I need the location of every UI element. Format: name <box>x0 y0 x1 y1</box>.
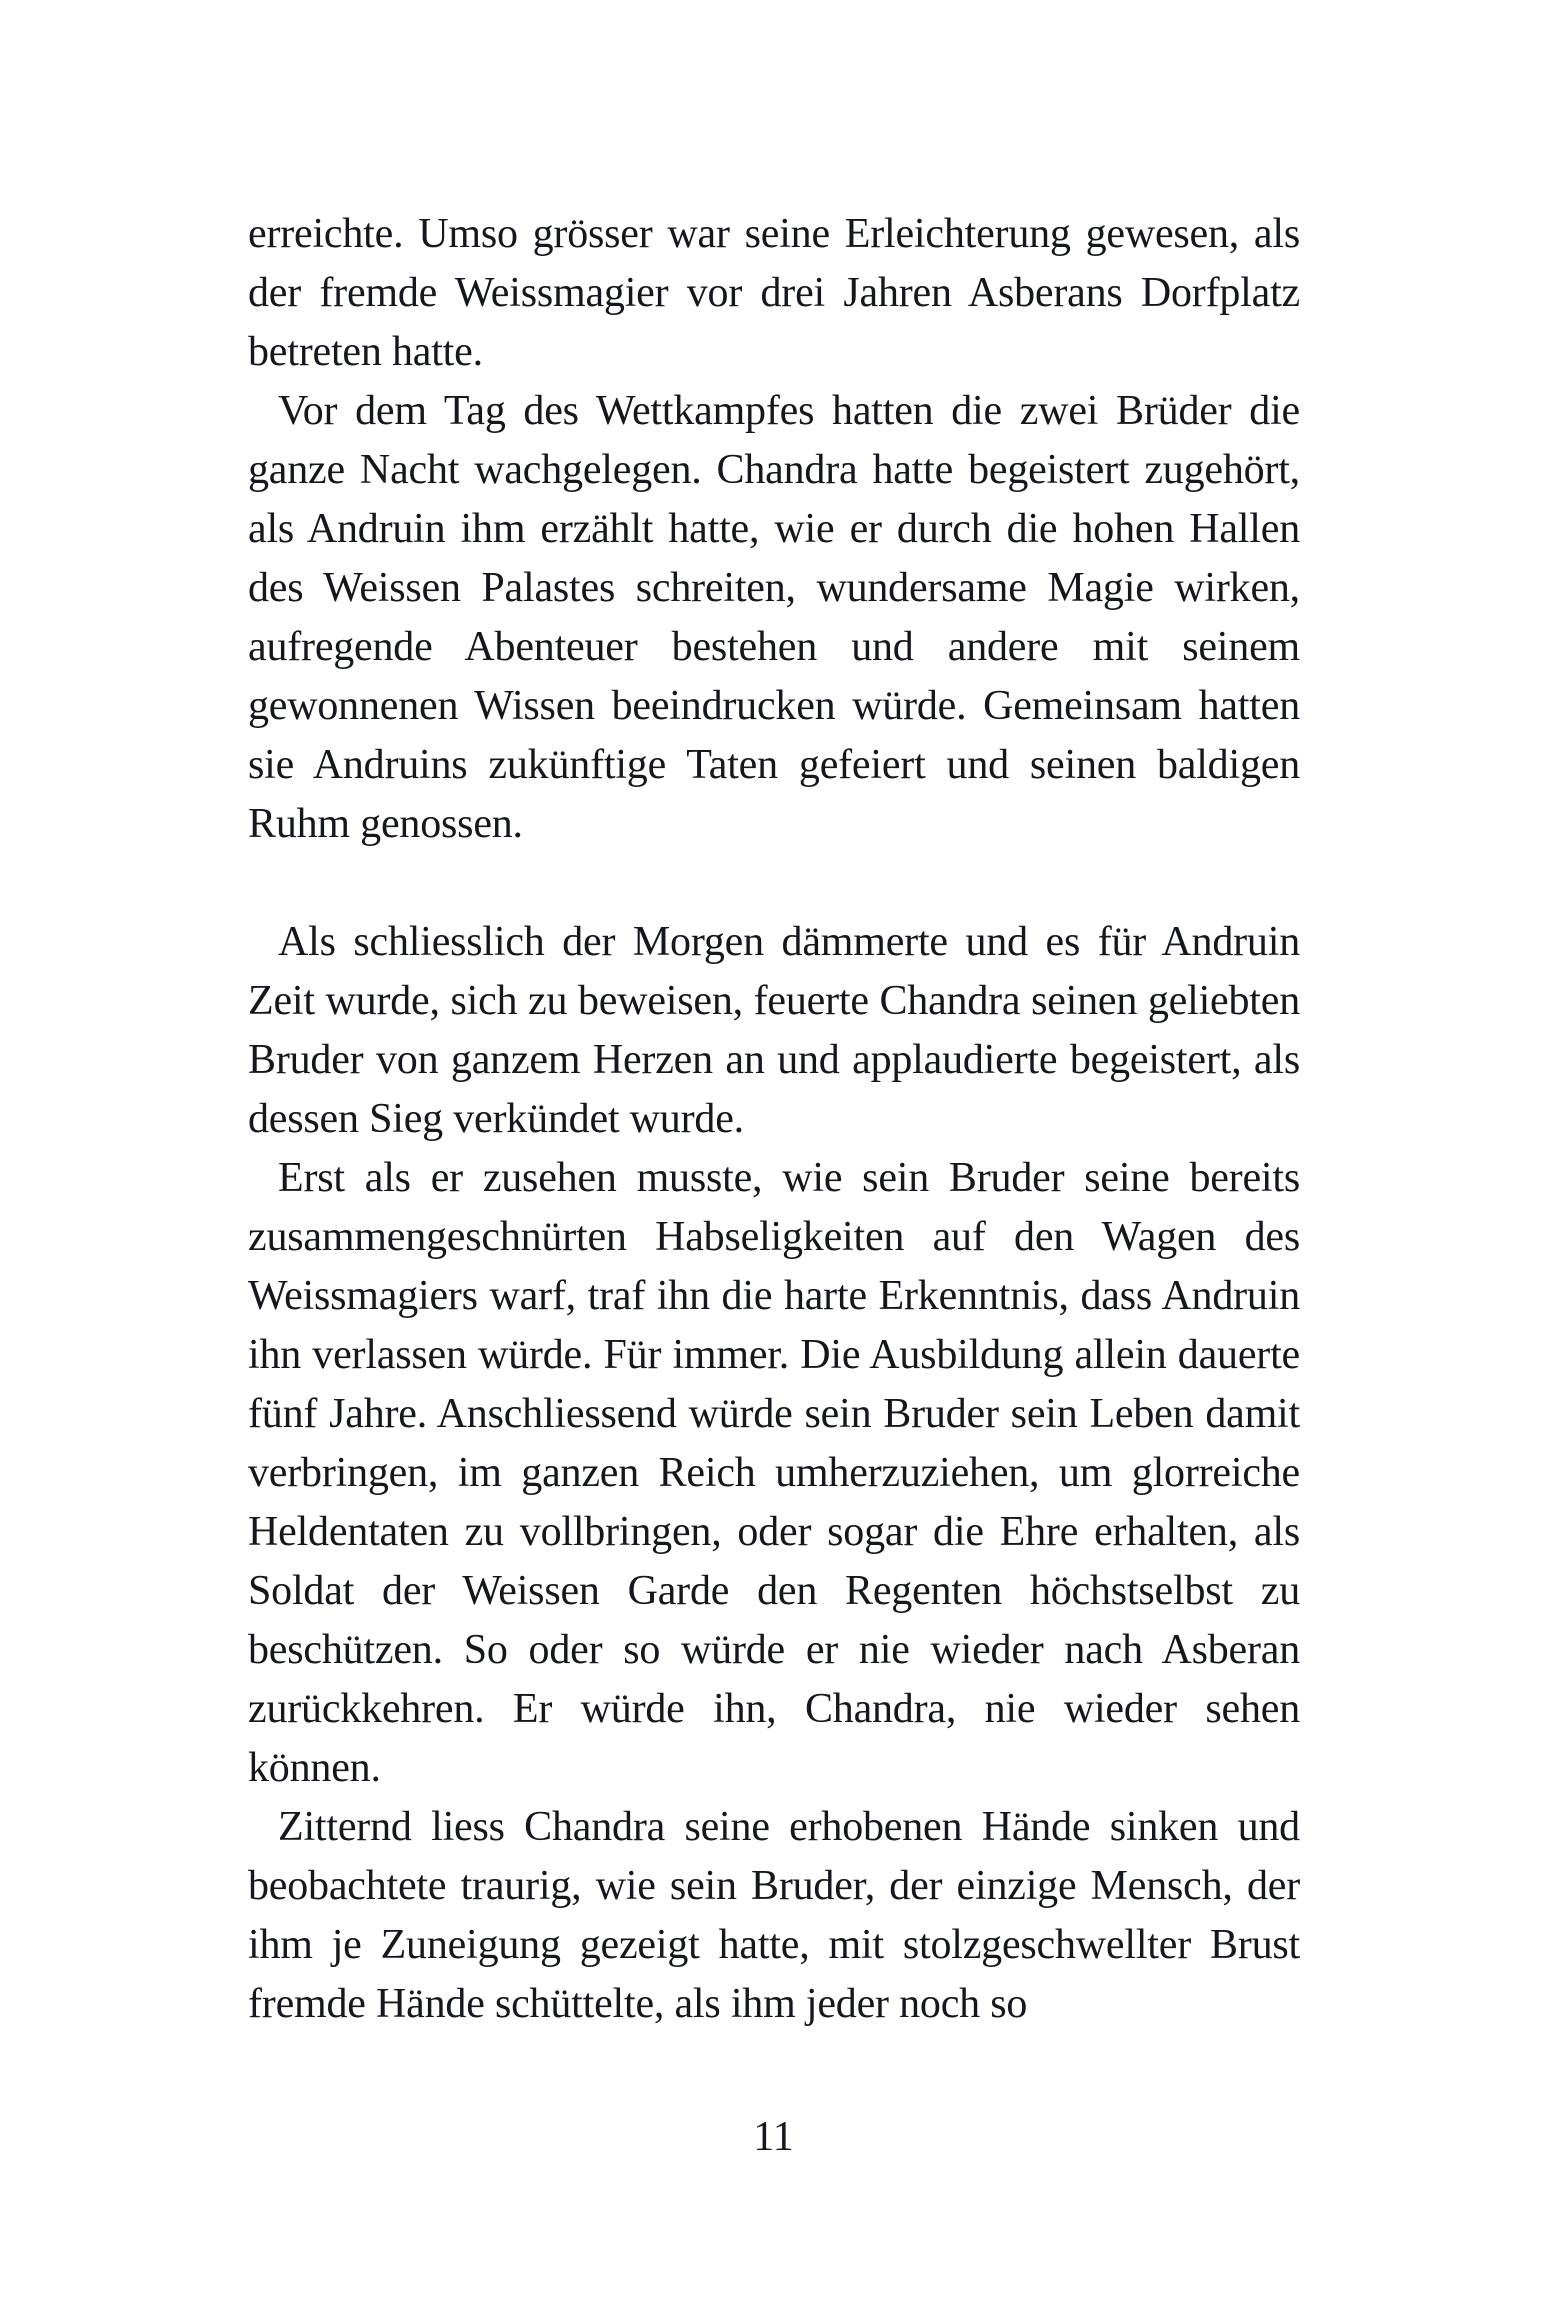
paragraph-continuation: erreichte. Umso grösser war seine Erleichterung gewesen, als der fremde Weissmagier vor drei Jahren Asberans Dorfplatz betreten hatte. <box>248 211 1300 375</box>
paragraph-farewell: Zitternd liess Chandra seine erhobenen Hände sinken und beobachtete traurig, wie sein Bruder, der einzige Mensch, der ihm je Zuneigung gezeigt hatte, mit stolzgeschwellter Brust fremde Hände schüttelte, als ihm jeder noch so <box>248 1804 1300 2027</box>
paragraph-realization: Erst als er zusehen musste, wie sein Bruder seine bereits zusammengeschnürten Habseligkeiten auf den Wagen des Weissmagiers warf, traf ihn die harte Erkenntnis, dass Andruin ihn verlassen würde. Für immer. Die Ausbildung allein dauerte fünf Jahre. Anschliessend würde sein Bruder sein Leben damit verbringen, im ganzen Reich umherzuziehen, um glorreiche Heldentaten zu vollbringen, oder sogar die Ehre erhalten, als Soldat der Weissen Garde den Regenten höchstselbst zu beschützen. So oder so würde er nie wieder nach Asberan zurückkehren. Er würde ihn, Chandra, nie wieder sehen können. <box>248 1155 1300 1791</box>
paragraph-morning-contest: Als schliesslich der Morgen dämmerte und es für Andruin Zeit wurde, sich zu beweisen, feuerte Chandra seinen geliebten Bruder von ganzem Herzen an und applaudierte begeistert, als dessen Sieg verkündet wurde. <box>248 919 1300 1142</box>
paragraph-night-before: Vor dem Tag des Wettkampfes hatten die zwei Brüder die ganze Nacht wachgelegen. Chandra hatte begeistert zugehört, als Andruin ihm erzählt hatte, wie er durch die hohen Hallen des Weissen Palastes schreiten, wundersame Magie wirken, aufregende Abenteuer bestehen und andere mit seinem gewonnenen Wissen beeindrucken würde. Gemeinsam hatten sie Andruins zukünftige Taten gefeiert und seinen baldigen Ruhm genossen. <box>248 388 1300 847</box>
page-number: 11 <box>753 2114 794 2160</box>
text-block <box>248 205 1300 2034</box>
